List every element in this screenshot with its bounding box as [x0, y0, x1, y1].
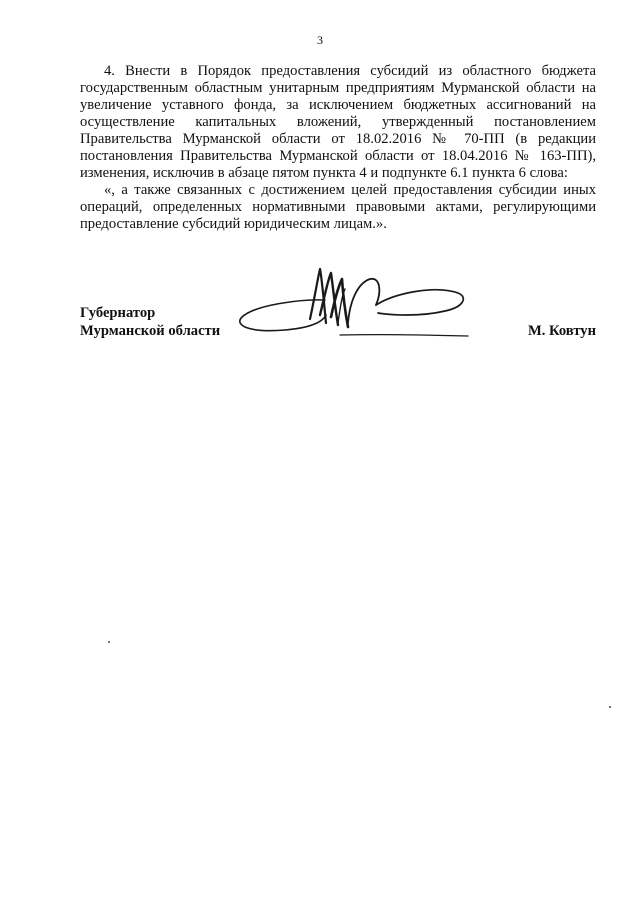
signer-title	[80, 304, 220, 340]
paragraph-amendment: 4. Внести в Порядок предоставления субсидий из областного бюджета государственным областным унитарным предприятиям Мурманской области на увеличение уставного фонда, за исключением бюджетных ассигнований на осуществление капитальных вложений, утвержденный постановлением Правительства Мурманской области от 18.02.2016 № 70-ПП (в редакции постановления Правительства Мурманской области от 18.04.2016 № 163-ПП), изменения, исключив в абзаце пятом пункта 4 и подпункте 6.1 пункта 6 слова:	[80, 63, 596, 181]
handwritten-signature-image	[230, 265, 470, 345]
page-number: 3	[317, 33, 323, 47]
scan-speck	[609, 706, 611, 708]
signer-title-line2: Мурманской области	[80, 323, 221, 339]
signer-title-line1: Губернатор	[80, 305, 156, 321]
signature-block	[80, 300, 596, 350]
paragraph-quoted-words: «, а также связанных с достижением целей предоставления субсидии иных операций, определенных нормативными правовыми актами, регулирующими предоставление субсидий юридическим лицам.».	[80, 182, 596, 232]
scan-speck	[108, 641, 110, 643]
document-body	[80, 63, 596, 233]
signer-name: М. Ковтун	[527, 323, 596, 339]
